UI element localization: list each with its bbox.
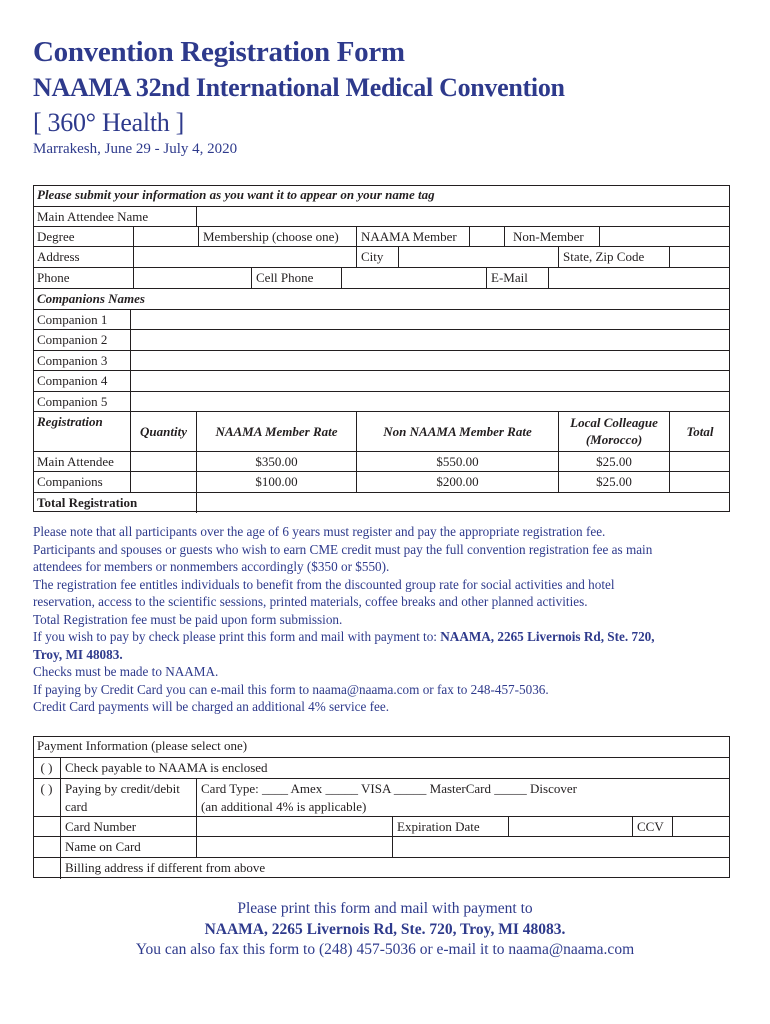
non-naama-rate-header: Non NAAMA Member Rate	[356, 412, 558, 452]
companion-2-field[interactable]	[130, 330, 730, 351]
note-line: Checks must be made to NAAMA.	[33, 664, 219, 679]
non-member-label: Non-Member	[504, 227, 599, 247]
local-colleague-sublabel: (Morocco)	[585, 432, 643, 447]
main-attendee-total-field[interactable]	[669, 452, 730, 472]
name-on-card-label: Name on Card	[60, 837, 196, 858]
main-attendee-local-rate: $25.00	[558, 452, 669, 472]
credit-option-line1: Paying by credit/debit	[65, 781, 180, 796]
cell-phone-label: Cell Phone	[251, 268, 341, 289]
email-label: E-Mail	[486, 268, 548, 289]
check-option-radio[interactable]: ( )	[40, 760, 53, 775]
card-type-options[interactable]: Card Type: ____ Amex _____ VISA _____ MasterCard _____ Discover	[201, 781, 577, 796]
note-line: attendees for members or nonmembers accordingly ($350 or $550).	[33, 559, 390, 574]
companion-3-label: Companion 3	[37, 353, 108, 368]
registration-label: Registration	[37, 414, 103, 429]
card-fee-note: (an additional 4% is applicable)	[201, 798, 367, 814]
attendee-table	[33, 185, 730, 512]
main-attendee-name-field[interactable]	[196, 207, 730, 227]
main-attendee-quantity-field[interactable]	[130, 452, 196, 472]
naama-rate-header: NAAMA Member Rate	[196, 412, 356, 452]
companion-1-label: Companion 1	[37, 312, 108, 327]
companions-heading: Companions Names	[37, 291, 145, 306]
ccv-field[interactable]	[672, 817, 730, 837]
note-line: Participants and spouses or guests who wish to earn CME credit must pay the full convention registration fee as main	[33, 541, 653, 557]
companion-1-field[interactable]	[130, 310, 730, 330]
total-header: Total	[669, 412, 730, 452]
footer	[0, 899, 770, 961]
companion-2-label: Companion 2	[37, 332, 108, 347]
city-label: City	[356, 247, 398, 268]
credit-option-line2: card	[65, 798, 88, 814]
name-tag-instruction: Please submit your information as you want it to appear on your name tag	[37, 187, 435, 202]
address-field[interactable]	[133, 247, 356, 268]
total-registration-field[interactable]	[196, 493, 664, 513]
credit-option-radio[interactable]: ( )	[40, 781, 53, 796]
billing-address-label: Billing address if different from above	[60, 858, 730, 879]
credit-option-label	[60, 779, 196, 817]
phone-label: Phone	[37, 270, 70, 285]
note-line: Credit Card payments will be charged an additional 4% service fee.	[33, 699, 390, 714]
city-field[interactable]	[398, 247, 558, 268]
mailing-address: NAAMA, 2265 Livernois Rd, Ste. 720,	[440, 629, 655, 644]
companions-row-label: Companions	[37, 474, 103, 489]
state-zip-label: State, Zip Code	[558, 247, 669, 268]
email-field[interactable]	[548, 268, 730, 289]
expiration-date-label: Expiration Date	[392, 817, 508, 837]
expiration-date-field[interactable]	[508, 817, 632, 837]
main-attendee-naama-rate: $350.00	[196, 452, 356, 472]
payment-info-title: Payment Information (please select one)	[37, 738, 248, 753]
note-text: If you wish to pay by check please print this form and mail with payment to:	[33, 629, 441, 644]
location-dates: Marrakesh, June 29 - July 4, 2020	[33, 141, 238, 157]
main-attendee-row-label: Main Attendee	[37, 454, 114, 469]
naama-member-label: NAAMA Member	[356, 227, 469, 247]
companions-non-naama-rate: $200.00	[356, 472, 558, 493]
companion-3-field[interactable]	[130, 351, 730, 371]
companions-quantity-field[interactable]	[130, 472, 196, 493]
membership-label: Membership (choose one)	[198, 227, 356, 247]
degree-field[interactable]	[133, 227, 198, 247]
companion-5-field[interactable]	[130, 392, 730, 412]
state-zip-field[interactable]	[669, 247, 730, 268]
name-on-card-field[interactable]	[196, 837, 392, 858]
total-registration-label: Total Registration	[37, 495, 138, 510]
local-colleague-label: Local Colleague	[570, 415, 658, 430]
form-title: Convention Registration Form	[33, 36, 405, 68]
companion-4-field[interactable]	[130, 371, 730, 392]
check-option-label: Check payable to NAAMA is enclosed	[60, 758, 730, 779]
payment-table	[33, 736, 730, 878]
companion-4-label: Companion 4	[37, 373, 108, 388]
convention-theme: [ 360° Health ]	[33, 108, 185, 137]
ccv-label: CCV	[632, 817, 672, 837]
non-member-checkbox[interactable]	[599, 227, 730, 247]
companions-total-field[interactable]	[669, 472, 730, 493]
note-line: Please note that all participants over the age of 6 years must register and pay the appropriate registration fee.	[33, 524, 606, 539]
footer-line-2: NAAMA, 2265 Livernois Rd, Ste. 720, Troy, MI 48083.	[204, 920, 566, 938]
main-attendee-non-naama-rate: $550.00	[356, 452, 558, 472]
degree-label: Degree	[37, 229, 75, 244]
convention-name: NAAMA 32nd International Medical Convention	[33, 73, 565, 102]
naama-member-checkbox[interactable]	[469, 227, 504, 247]
companions-naama-rate: $100.00	[196, 472, 356, 493]
address-label: Address	[37, 249, 80, 264]
note-line	[33, 628, 733, 646]
registration-notes	[33, 523, 733, 716]
footer-line-3: You can also fax this form to (248) 457-5036 or e-mail it to naama@naama.com	[135, 941, 635, 958]
note-line: If paying by Credit Card you can e-mail this form to naama@naama.com or fax to 248-457-5036.	[33, 681, 549, 697]
cell-phone-field[interactable]	[341, 268, 486, 289]
card-type-cell	[196, 779, 730, 817]
quantity-header: Quantity	[130, 412, 196, 452]
note-line: reservation, access to the scientific sessions, printed materials, coffee breaks and other planned activities.	[33, 594, 588, 609]
companions-local-rate: $25.00	[558, 472, 669, 493]
mailing-city: Troy, MI 48083.	[33, 646, 123, 662]
note-line: The registration fee entitles individuals to benefit from the discounted group rate for social activities and hotel	[33, 576, 615, 592]
local-colleague-header	[558, 412, 669, 452]
name-on-card-field-extra[interactable]	[392, 837, 730, 858]
footer-line-1: Please print this form and mail with payment to	[237, 900, 533, 917]
companion-5-label: Companion 5	[37, 394, 108, 409]
note-line: Total Registration fee must be paid upon form submission.	[33, 611, 343, 627]
card-number-label: Card Number	[60, 817, 196, 837]
note-line	[33, 646, 733, 664]
main-attendee-name-label: Main Attendee Name	[37, 209, 149, 224]
card-number-field[interactable]	[196, 817, 392, 837]
phone-field[interactable]	[133, 268, 251, 289]
